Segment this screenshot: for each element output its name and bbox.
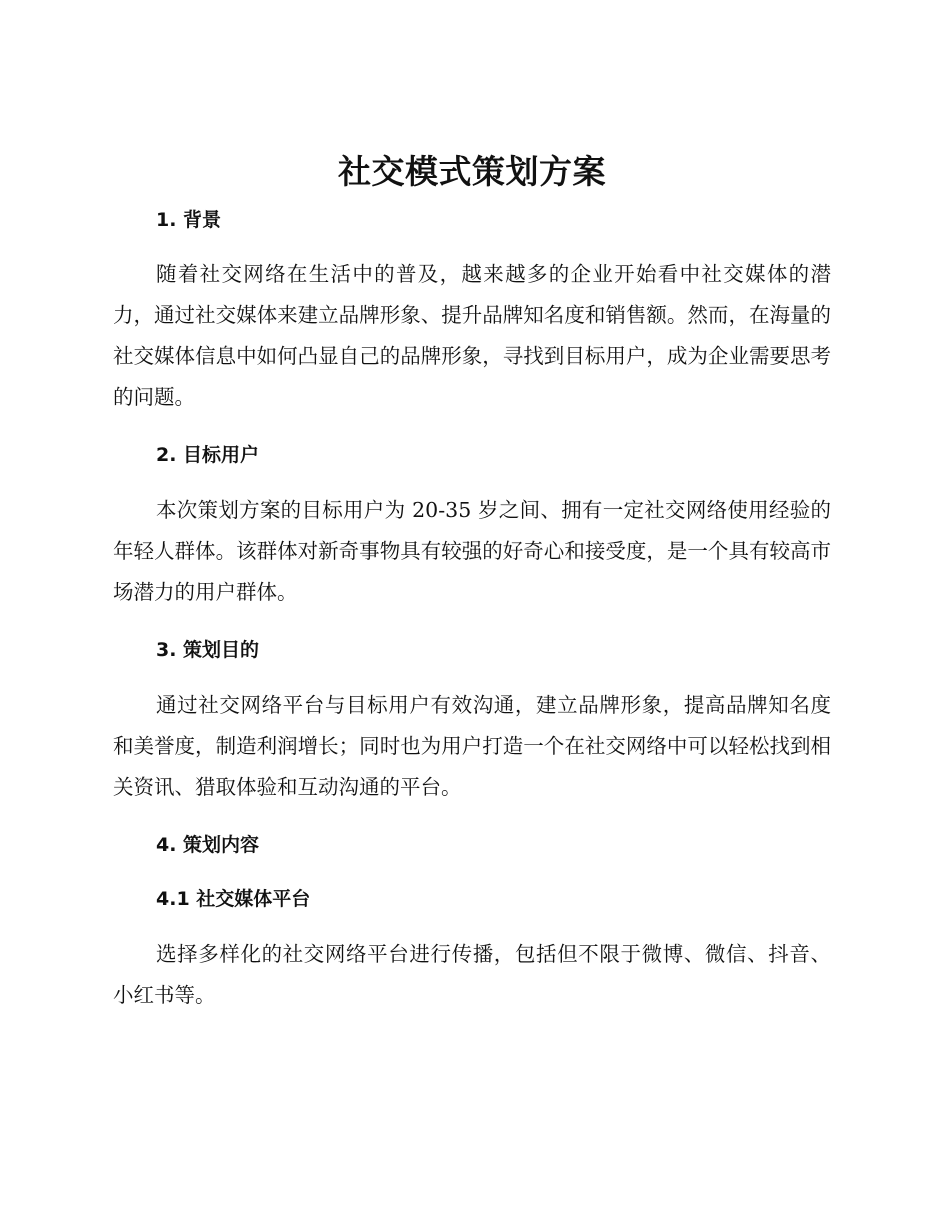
section-heading-content: 4. 策划内容 xyxy=(156,834,260,856)
section-body-target-users: 本次策划方案的目标用户为 20-35 岁之间、拥有一定社交网络使用经验的年轻人群体。该群体对新奇事物具有较强的好奇心和接受度，是一个具有较高市场潜力的用户群体。 xyxy=(113,498,831,604)
section-heading-purpose: 3. 策划目的 xyxy=(156,639,260,661)
section-body-purpose: 通过社交网络平台与目标用户有效沟通，建立品牌形象，提高品牌知名度和美誉度，制造利润增长；同时也为用户打造一个在社交网络中可以轻松找到相关资讯、猎取体验和互动沟通的平台。 xyxy=(113,693,831,799)
section-heading-background: 1. 背景 xyxy=(156,209,222,231)
document-title: 社交模式策划方案 xyxy=(338,152,606,191)
section-body-background: 随着社交网络在生活中的普及，越来越多的企业开始看中社交媒体的潜力，通过社交媒体来建立品牌形象、提升品牌知名度和销售额。然而，在海量的社交媒体信息中如何凸显自己的品牌形象，寻找到目标用户，成为企业需要思考的问题。 xyxy=(113,262,831,409)
section-heading-social-platforms: 4.1 社交媒体平台 xyxy=(156,888,311,910)
section-heading-target-users: 2. 目标用户 xyxy=(156,444,260,466)
section-body-social-platforms: 选择多样化的社交网络平台进行传播，包括但不限于微博、微信、抖音、小红书等。 xyxy=(113,942,831,1007)
